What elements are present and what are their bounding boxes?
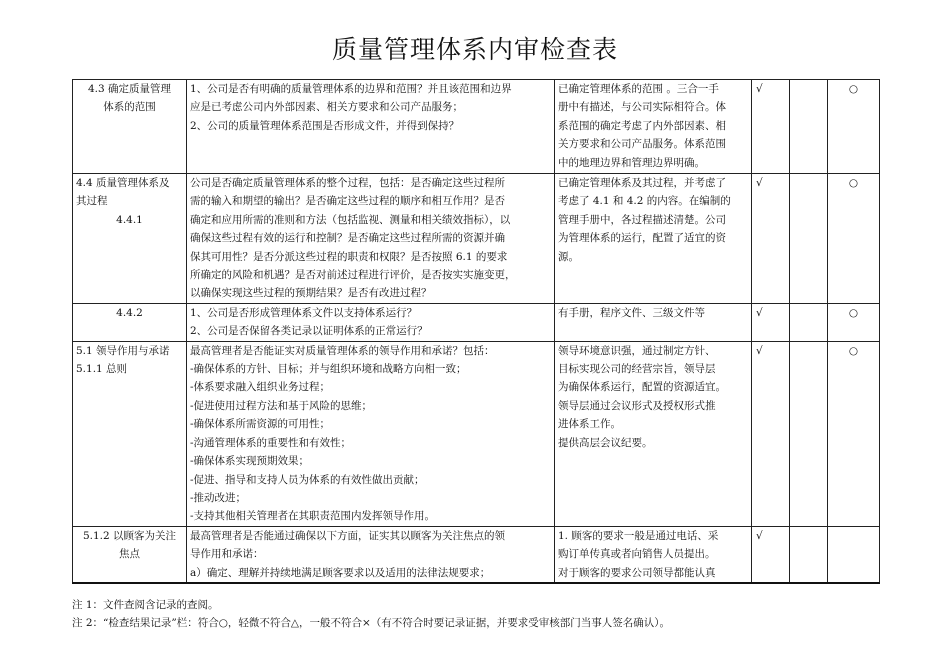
evidence-line: 购订单传真或者向销售人员提出。 bbox=[558, 548, 716, 561]
result-symbol: ○ bbox=[848, 344, 859, 357]
evidence-line: 已确定管理体系的范围 。三合一手 bbox=[558, 83, 719, 95]
clause-line: 5.1 领导作用与承诺 bbox=[76, 344, 170, 357]
result-cell bbox=[828, 174, 880, 304]
requirement-line: 保其可用性？是否分派这些过程的职责和权限？是否按照 6.1 的要求 bbox=[190, 250, 508, 263]
footnote-1: 注 1：文件查阅含记录的查阅。 bbox=[72, 599, 219, 611]
requirement-line: 公司是否确定质量管理体系的整个过程，包括：是否确定这些过程所 bbox=[190, 177, 505, 189]
clause-line: 4.4.2 bbox=[116, 306, 143, 319]
clause-line: 4.4 质量管理体系及 bbox=[76, 177, 170, 189]
check-mark: √ bbox=[756, 306, 763, 319]
result-symbol: ○ bbox=[848, 83, 859, 95]
clause-line: 5.1.1 总则 bbox=[76, 363, 128, 376]
requirement-line: 需的输入和期望的输出？是否确定这些过程的顺序和相互作用？是否 bbox=[190, 195, 505, 208]
requirement-line: 以确保实现这些过程的预期结果？是否有改进过程？ bbox=[190, 287, 432, 300]
requirement-line: -确保体系的方针、目标；并与组织环境和战略方向相一致； bbox=[190, 363, 467, 376]
requirement-cell bbox=[187, 341, 555, 526]
clause-cell bbox=[73, 174, 187, 304]
evidence-line: 考虑了 4.1 和 4.2 的内容。在编制的 bbox=[558, 195, 731, 208]
requirement-line: a）确定、理解并持续地满足顾客要求以及适用的法律法规要求； bbox=[190, 566, 491, 579]
evidence-line: 已确定管理体系及其过程，并考虑了 bbox=[558, 177, 726, 189]
requirement-line: 所确定的风险和机遇？是否对前述过程进行评价，是否按实实施变更， bbox=[190, 269, 516, 282]
check-mark-cell bbox=[752, 303, 790, 341]
evidence-line: 对于顾客的要求公司领导都能认真 bbox=[558, 566, 716, 579]
table-row bbox=[73, 80, 880, 174]
table-row bbox=[73, 303, 880, 341]
requirement-line: -促进使用过程方法和基于风险的思维； bbox=[190, 399, 373, 412]
evidence-line: 领导环境意识强，通过制定方针、 bbox=[558, 344, 716, 357]
clause-line: 5.1.2 以顾客为关注 bbox=[82, 529, 177, 542]
requirement-line: -促进、指导和支持人员为体系的有效性做出贡献； bbox=[190, 473, 425, 486]
clause-cell bbox=[73, 80, 187, 174]
requirement-line: 1、公司是否形成管理体系文件以支持体系运行？ bbox=[190, 306, 418, 319]
evidence-line: 管理手册中，各过程描述清楚。公司 bbox=[558, 213, 726, 226]
requirement-line: 导作用和承诺： bbox=[190, 548, 264, 561]
evidence-cell bbox=[555, 174, 752, 304]
table-row bbox=[73, 341, 880, 526]
evidence-cell bbox=[555, 526, 752, 583]
evidence-line: 为确保体系运行，配置的资源适宜。 bbox=[558, 381, 726, 394]
requirement-line: -确保体系所需资源的可用性； bbox=[190, 418, 331, 431]
clause-cell bbox=[73, 303, 187, 341]
evidence-line: 提供高层会议纪要。 bbox=[558, 436, 653, 449]
evidence-cell bbox=[555, 80, 752, 174]
evidence-line: 领导层通过会议形式及授权形式推 bbox=[558, 399, 716, 412]
check-mark-cell bbox=[752, 174, 790, 304]
result-cell bbox=[828, 303, 880, 341]
check-mark: √ bbox=[756, 177, 763, 189]
requirement-cell bbox=[187, 80, 555, 174]
check-mark-cell bbox=[752, 80, 790, 174]
check-mark: √ bbox=[756, 529, 763, 542]
requirement-cell bbox=[187, 303, 555, 341]
requirement-line: -沟通管理体系的重要性和有效性； bbox=[190, 436, 352, 449]
blank-cell bbox=[790, 303, 828, 341]
blank-cell bbox=[790, 174, 828, 304]
evidence-line: 进体系工作。 bbox=[558, 418, 621, 431]
footnotes bbox=[72, 596, 670, 632]
evidence-line: 为管理体系的运行，配置了适宜的资 bbox=[558, 232, 726, 245]
clause-line: 4.4.1 bbox=[116, 213, 143, 226]
page-title: 质量管理体系内审检查表 bbox=[331, 35, 618, 64]
requirement-line: 2、公司是否保留各类记录以证明体系的正常运行？ bbox=[190, 325, 428, 338]
check-mark-cell bbox=[752, 526, 790, 583]
check-mark: √ bbox=[756, 344, 763, 357]
result-cell bbox=[828, 80, 880, 174]
evidence-line: 源。 bbox=[558, 250, 579, 263]
result-cell bbox=[828, 341, 880, 526]
requirement-cell bbox=[187, 174, 555, 304]
requirement-line: 1、公司是否有明确的质量管理体系的边界和范围？并且该范围和边界 bbox=[190, 83, 512, 95]
evidence-line: 目标实现公司的经营宗旨，领导层 bbox=[558, 363, 716, 376]
requirement-line: 确定和应用所需的准则和方法（包括监视、测量和相关绩效指标），以 bbox=[190, 213, 511, 226]
result-symbol: ○ bbox=[848, 177, 859, 189]
clause-line: 焦点 bbox=[119, 548, 140, 561]
requirement-line: 最高管理者是否能证实对质量管理体系的领导作用和承诺？包括： bbox=[190, 344, 495, 357]
evidence-line: 系范围的确定考虑了内外部因素、相 bbox=[558, 119, 726, 132]
requirement-line: 2、公司的质量管理体系范围是否形成文件，并得到保持？ bbox=[190, 119, 460, 132]
clause-line: 体系的范围 bbox=[103, 101, 156, 114]
evidence-line: 有手册，程序文件、三级文件等 bbox=[558, 306, 705, 319]
clause-cell bbox=[73, 526, 187, 583]
requirement-line: -确保体系实现预期效果； bbox=[190, 455, 310, 468]
blank-cell bbox=[790, 526, 828, 583]
clause-line: 其过程 bbox=[76, 195, 108, 208]
blank-cell bbox=[790, 80, 828, 174]
requirement-line: 确保这些过程有效的运行和控制？是否确定这些过程所需的资源并确 bbox=[190, 232, 505, 245]
requirement-line: -支持其他相关管理者在其职责范围内发挥领导作用。 bbox=[190, 510, 436, 523]
clause-cell bbox=[73, 341, 187, 526]
check-mark: √ bbox=[756, 83, 763, 95]
requirement-line: 应是已考虑公司内外部因素、相关方要求和公司产品服务； bbox=[190, 101, 463, 114]
requirement-line: 最高管理者是否能通过确保以下方面，证实其以顾客为关注焦点的领 bbox=[190, 529, 505, 542]
evidence-line: 1. 顾客的要求一般是通过电话、采 bbox=[558, 529, 719, 542]
requirement-line: -推动改进； bbox=[190, 491, 247, 504]
requirement-cell bbox=[187, 526, 555, 583]
evidence-cell bbox=[555, 303, 752, 341]
requirement-line: -体系要求融入组织业务过程； bbox=[190, 381, 331, 394]
table-row bbox=[73, 526, 880, 583]
blank-cell bbox=[790, 341, 828, 526]
audit-checklist-table bbox=[72, 79, 880, 584]
footnote-2: 注 2：“检查结果记录”栏：符合○，轻微不符合△，一般不符合×（有不符合时要记录证据，并要求受审核部门当事人签名确认）。 bbox=[72, 617, 671, 629]
check-mark-cell bbox=[752, 341, 790, 526]
evidence-line: 关方要求和公司产品服务。体系范围 bbox=[558, 138, 726, 151]
evidence-line: 册中有描述，与公司实际相符合。体 bbox=[558, 101, 726, 114]
clause-line: 4.3 确定质量管理 bbox=[87, 83, 172, 95]
table-row bbox=[73, 174, 880, 304]
result-cell bbox=[828, 526, 880, 583]
evidence-line: 中的地理边界和管理边界明确。 bbox=[558, 156, 705, 169]
result-symbol: ○ bbox=[848, 306, 859, 319]
evidence-cell bbox=[555, 341, 752, 526]
